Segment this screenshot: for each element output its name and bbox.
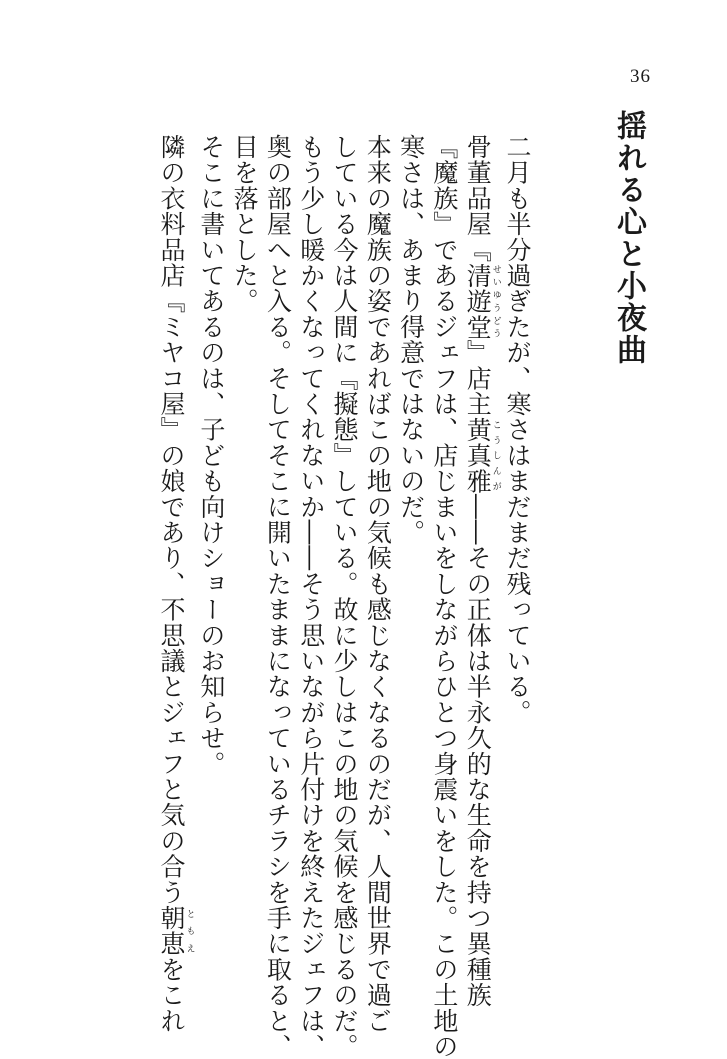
page-number: 36: [630, 66, 651, 87]
text-line-4: 寒さは、あまり得意ではないのだ。: [396, 134, 426, 546]
text-line-9: 目を落とした。: [230, 134, 260, 314]
text-line-10: そこに書いてあるのは、子ども向けショーのお知らせ。: [196, 134, 226, 777]
ruby-tomoe: [157, 905, 195, 957]
ruby-reading-koshinga: こうしんが: [490, 416, 501, 494]
text-line-2: [461, 134, 501, 1008]
text-line-5: 本来の魔族の姿であればこの地の気候も感じなくなるのだが、人間世界で過ご: [363, 134, 393, 1034]
line-2-middle: 』店主: [463, 339, 493, 417]
ruby-reading-seiyudo: せいゆうどう: [490, 262, 501, 340]
chapter-title: 揺れる心と小夜曲: [611, 110, 646, 366]
text-line-8: 奥の部屋へと入る。そしてそこに開いたままになっているチラシを手に取ると、: [263, 134, 293, 1059]
ruby-base-tomoe: 朝恵: [157, 905, 187, 957]
text-line-11: [155, 134, 195, 1034]
body-text: [155, 134, 534, 1059]
text-line-1: 二月も半分過ぎたが、寒さはまだまだ残っている。: [503, 134, 532, 726]
text-line-3: 『魔族』であるジェフは、店じまいをしながらひとつ身震いをした。この土地の: [429, 134, 459, 1059]
text-line-6: している今は人間に『擬態』している。故に少しはこの地の気候を感じるのだ。: [330, 134, 360, 1059]
line-2-start: 骨董品屋『: [463, 134, 493, 263]
line-11-start: 隣の衣料品店『ミヤコ屋』の娘であり、不思議とジェフと気の合う: [157, 134, 187, 905]
line-2-end: ――その正体は半永久的な生命を持つ異種族: [463, 493, 493, 1008]
text-line-7: もう少し暖かくなってくれないか――そう思いながら片付けを終えたジェフは、: [296, 134, 326, 1059]
line-11-end: をこれ: [157, 956, 187, 1034]
ruby-base-koshinga: 黄真雅: [463, 416, 493, 494]
ruby-seiyudo: [463, 262, 501, 340]
ruby-koshinga: [463, 416, 501, 494]
ruby-base-seiyudo: 清遊堂: [463, 262, 493, 340]
ruby-reading-tomoe: ともえ: [184, 905, 195, 957]
